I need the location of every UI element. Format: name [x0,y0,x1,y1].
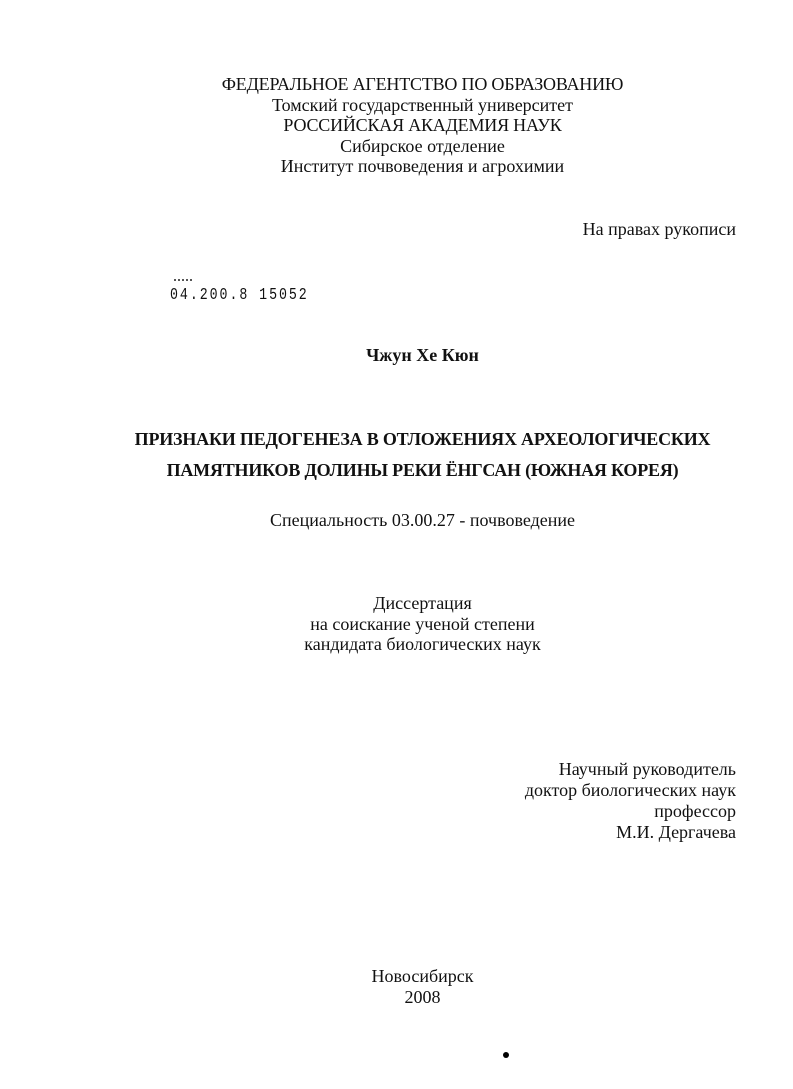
degree-statement [0,593,793,655]
branch-name: Сибирское отделение [340,135,505,156]
ink-dot [503,1052,509,1058]
institute-name: Институт почвоведения и агрохимии [280,156,565,176]
author-name: Чжун Хе Кюн [366,345,479,365]
degree-line-2: на соискание ученой степени [310,613,535,634]
manuscript-note: На правах рукописи [582,219,736,239]
title-line-1: ПРИЗНАКИ ПЕДОГЕНЕЗА В ОТЛОЖЕНИЯХ АРХЕОЛОГИЧЕСКИХ [134,429,711,449]
title-line-2: ПАМЯТНИКОВ ДОЛИНЫ РЕКИ ЁНГСАН (ЮЖНАЯ КОРЕЯ) [166,460,679,480]
dissertation-title [0,424,793,486]
supervisor-degree: доктор биологических наук [524,780,736,800]
supervisor-title: профессор [654,801,736,821]
year: 2008 [404,987,441,1007]
academy-name: РОССИЙСКАЯ АКАДЕМИЯ НАУК [283,115,562,135]
institution-header [0,74,793,177]
supervisor-block [525,759,736,843]
agency-name: ФЕДЕРАЛЬНОЕ АГЕНТСТВО ПО ОБРАЗОВАНИЮ [221,74,624,94]
archive-stamp-mark [174,279,192,283]
university-name: Томский государственный университет [271,94,574,115]
degree-line-3: кандидата биологических наук [304,634,541,654]
archive-number: 04.200.8 15052 [170,286,309,305]
degree-line-1: Диссертация [373,593,472,613]
supervisor-role: Научный руководитель [558,759,736,779]
place-and-year [0,966,793,1008]
city: Новосибирск [371,966,474,986]
specialty: Специальность 03.00.27 - почвоведение [269,510,575,530]
supervisor-name: М.И. Дергачева [616,822,736,842]
